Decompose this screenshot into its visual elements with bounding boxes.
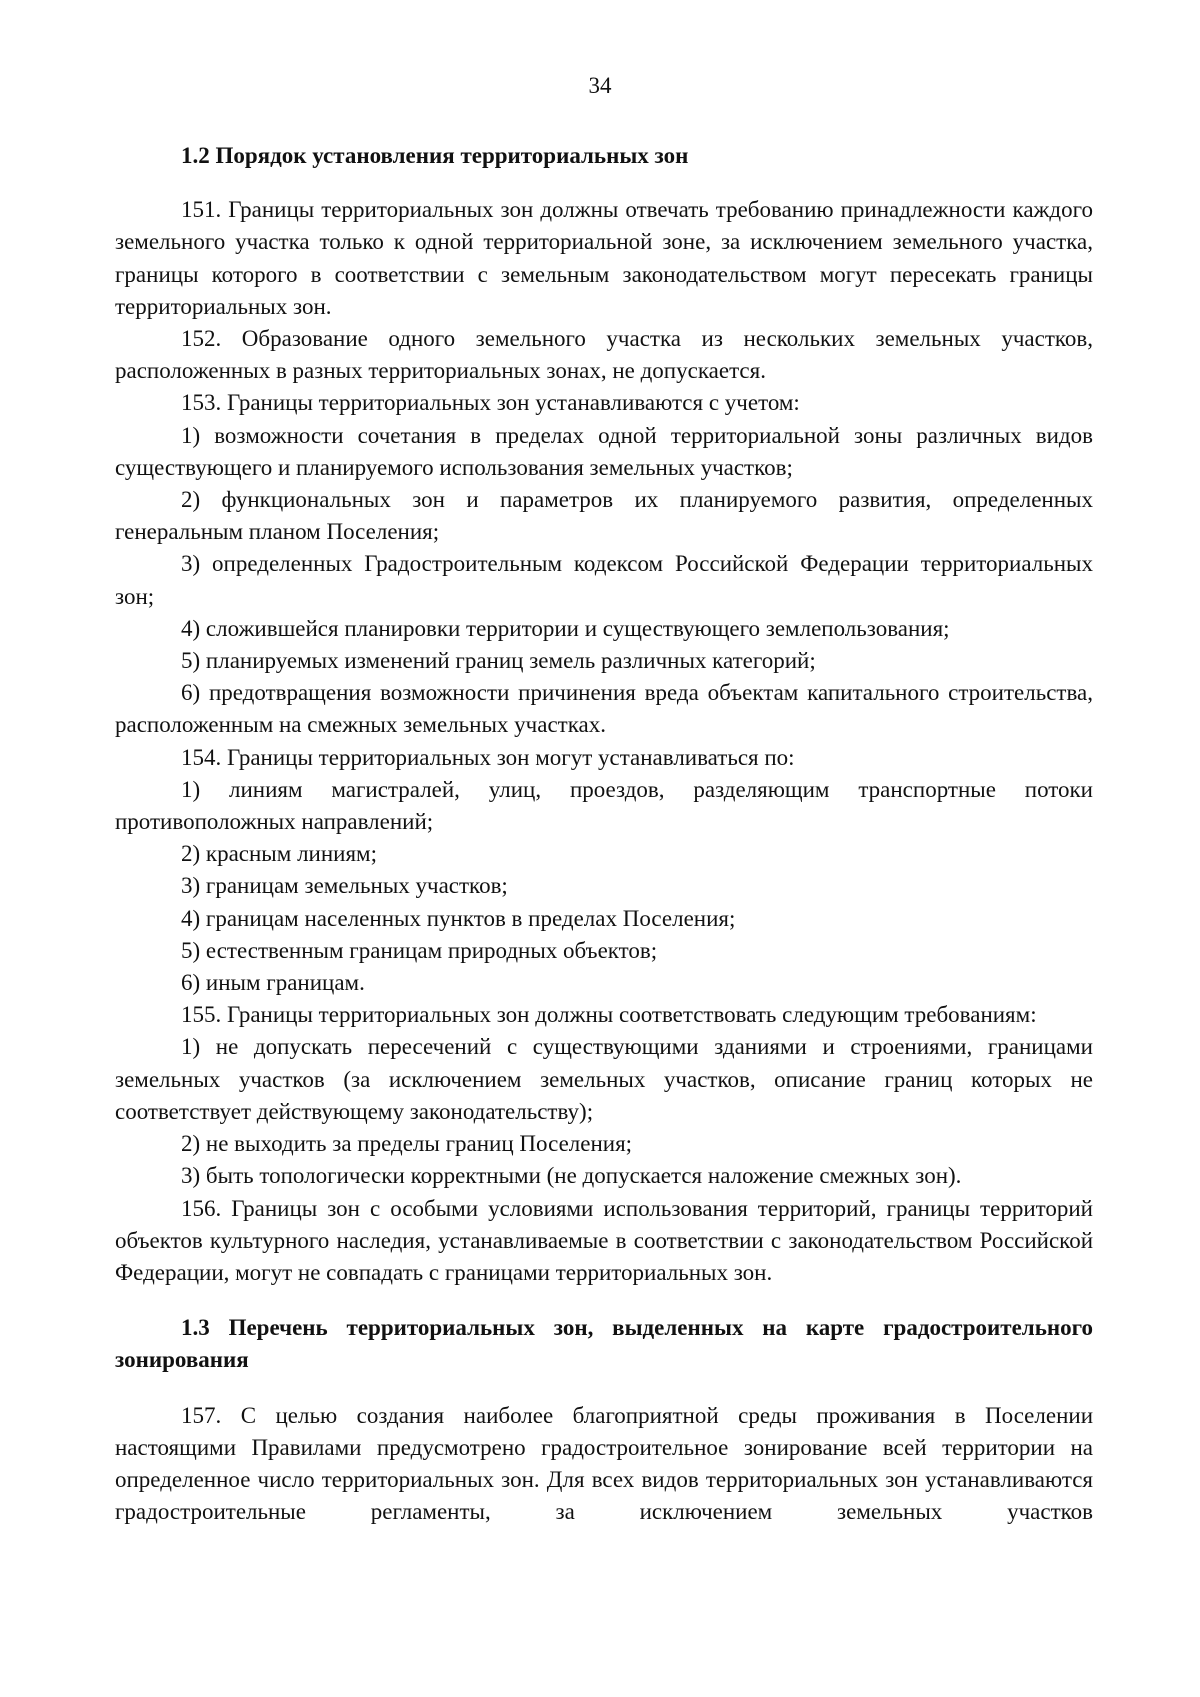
list-item-154-1: 1) линиям магистралей, улиц, проездов, разделяющим транспортные потоки противоположных направлений; — [115, 776, 1093, 835]
list-item-153-4: 4) сложившейся планировки территории и существующего землепользования; — [181, 615, 950, 641]
list-item-155-1: 1) не допускать пересечений с существующими зданиями и строениями, границами земельных участков (за исключением земельных участков, описание границ которых не соответствует действующему законодательству); — [115, 1034, 1093, 1124]
list-item-154-3: 3) границам земельных участков; — [181, 873, 508, 899]
list-item-153-2: 2) функциональных зон и параметров их планируемого развития, определенных генеральным планом Поселения; — [115, 487, 1093, 545]
paragraph-157: 157. С целью создания наиболее благоприятной среды проживания в Поселении настоящими Правилами предусмотрено градостроительное зонирование всей территории на определенное число территориальных зон. Для всех видов территориальных зон устанавливаются градостроительные регламенты, за исключением земельных участков — [115, 1402, 1093, 1525]
list-item-154-6: 6) иным границам. — [181, 970, 365, 996]
section-heading-1-3: 1.3 Перечень территориальных зон, выделенных на карте градостроительного зонирования — [115, 1315, 1093, 1373]
section-heading-1-2: 1.2 Порядок установления территориальных зон — [181, 143, 689, 168]
list-item-154-2: 2) красным линиям; — [181, 841, 377, 867]
list-item-153-1: 1) возможности сочетания в пределах одной территориальной зоны различных видов существующего и планируемого использования земельных участков; — [115, 422, 1093, 480]
page-number: 34 — [588, 73, 612, 98]
list-item-155-3: 3) быть топологически корректными (не допускается наложение смежных зон). — [181, 1163, 962, 1189]
paragraph-156: 156. Границы зон с особыми условиями использования территорий, границы территорий объектов культурного наследия, устанавливаемые в соответствии с законодательством Российской Федерации, могут не совпадать с границами территориальных зон. — [115, 1195, 1093, 1285]
list-item-153-5: 5) планируемых изменений границ земель различных категорий; — [181, 648, 816, 674]
list-item-154-5: 5) естественным границам природных объектов; — [181, 937, 658, 963]
paragraph-154: 154. Границы территориальных зон могут устанавливаться по: — [181, 744, 795, 770]
list-item-153-6: 6) предотвращения возможности причинения вреда объектам капитального строительства, расположенным на смежных земельных участках. — [115, 680, 1093, 738]
paragraph-152: 152. Образование одного земельного участка из нескольких земельных участков, расположенных в разных территориальных зонах, не допускается. — [115, 326, 1093, 384]
paragraph-153: 153. Границы территориальных зон устанавливаются с учетом: — [181, 390, 800, 416]
document-body — [115, 140, 1093, 1528]
list-item-154-4: 4) границам населенных пунктов в пределах Поселения; — [181, 905, 736, 931]
list-item-153-3: 3) определенных Градостроительным кодексом Российской Федерации территориальных зон; — [115, 551, 1093, 609]
paragraph-155: 155. Границы территориальных зон должны соответствовать следующим требованиям: — [181, 1002, 1037, 1028]
list-item-155-2: 2) не выходить за пределы границ Поселения; — [181, 1131, 633, 1157]
paragraph-151: 151. Границы территориальных зон должны отвечать требованию принадлежности каждого земельного участка только к одной территориальной зоне, за исключением земельного участка, границы которого в соответствии с земельным законодательством могут пересекать границы территориальных зон. — [115, 197, 1093, 319]
